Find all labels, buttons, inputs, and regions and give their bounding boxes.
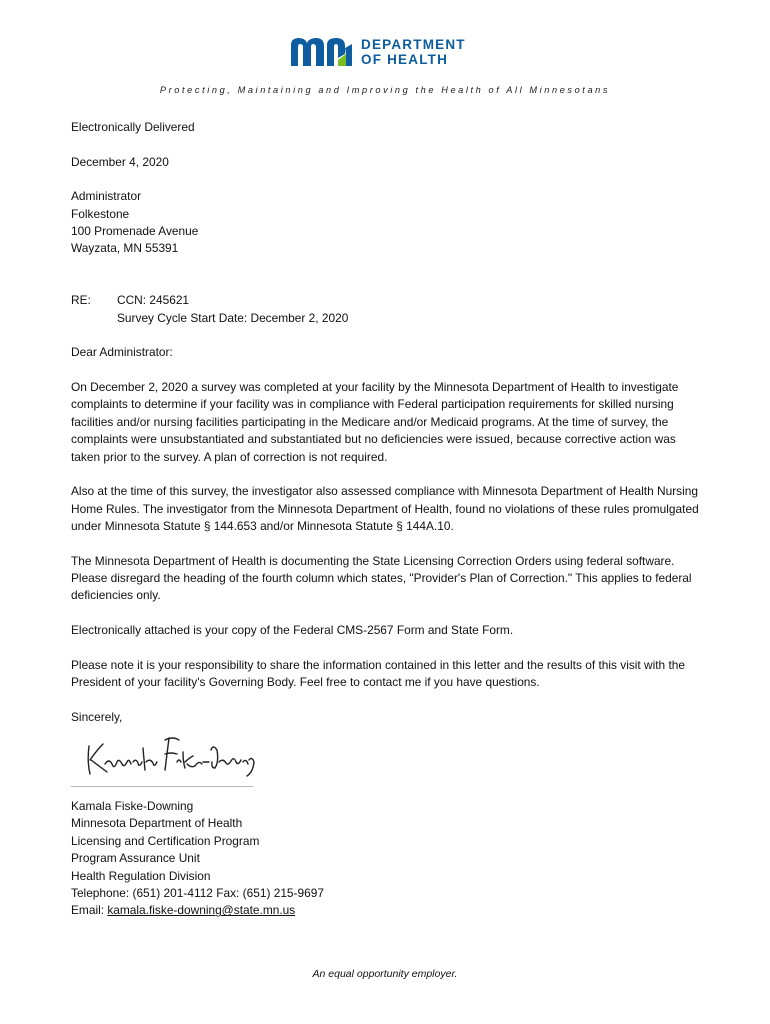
recipient-line: Wayzata, MN 55391: [71, 241, 179, 256]
logo-line2: OF HEALTH: [361, 52, 449, 67]
signer-line: Minnesota Department of Health: [71, 816, 243, 831]
re-content: [117, 292, 348, 327]
email-link[interactable]: kamala.fiske-downing@state.mn.us: [107, 903, 296, 918]
email-label: Email:: [71, 903, 108, 918]
re-line: CCN: 245621: [117, 293, 190, 308]
delivery-method: Electronically Delivered: [71, 120, 195, 134]
logo-line1: DEPARTMENT: [361, 37, 466, 52]
signer-line: Licensing and Certification Program: [71, 833, 260, 848]
recipient-line: Administrator: [71, 189, 142, 204]
body-paragraph: The Minnesota Department of Health is documenting the State Licensing Correction Orders using federal software. Please disregard the heading of the fourth column which states, "Provider's Plan of Correction." This applies to federal deficiencies only.: [71, 553, 692, 603]
signature: [71, 722, 701, 794]
letter-date: December 4, 2020: [71, 154, 169, 169]
letter-body: [71, 119, 701, 920]
mn-logo-mark-icon: [289, 34, 489, 68]
signer-line: Kamala Fiske-Downing: [71, 799, 194, 814]
re-label: RE:: [71, 293, 91, 308]
signer-block: [71, 798, 701, 920]
recipient-line: 100 Promenade Avenue: [71, 224, 199, 238]
salutation: Dear Administrator:: [71, 345, 173, 360]
tagline: Protecting, Maintaining and Improving the Health of All Minnesotans: [159, 85, 611, 95]
mdh-logo: [289, 34, 489, 68]
signer-line: Health Regulation Division: [71, 868, 211, 883]
recipient-address: [71, 188, 701, 258]
body-paragraph: On December 2, 2020 a survey was completed at your facility by the Minnesota Department of Health to investigate complaints to determine if your facility was in compliance with Federal participation requirements for skilled nursing facilities and/or nursing facilities participating in the Medicare and/or Medicaid programs. At the time of survey, the complaints were unsubstantiated and substantiated but no deficiencies were issued, because corrective action was taken prior to the survey. A plan of correction is not required.: [71, 380, 679, 464]
body-paragraph: Also at the time of this survey, the investigator also assessed compliance with Minnesota Department of Health Nursing Home Rules. The investigator from the Minnesota Department of Health, found no violations of these rules promulgated under Minnesota Statute § 144.653 and/or Minnesota Statute § 144A.10.: [71, 484, 699, 534]
signer-line: Program Assurance Unit: [71, 851, 200, 866]
footer-text: An equal opportunity employer.: [312, 968, 458, 980]
body-paragraph: Please note it is your responsibility to share the information contained in this letter and the results of this visit with the President of your facility's Governing Body. Feel free to contact me if you have questions.: [71, 657, 686, 690]
recipient-line: Folkestone: [71, 206, 130, 221]
signature-line: [71, 786, 253, 787]
closing: Sincerely,: [71, 709, 123, 724]
signer-line: Telephone: (651) 201-4112 Fax: (651) 215-9697: [71, 886, 324, 901]
signer-email-line: [71, 902, 701, 919]
handwritten-signature-icon: [81, 732, 261, 782]
re-line: Survey Cycle Start Date: December 2, 2020: [117, 310, 349, 325]
body-paragraph: Electronically attached is your copy of the Federal CMS-2567 Form and State Form.: [71, 623, 514, 638]
re-block: [71, 292, 701, 327]
